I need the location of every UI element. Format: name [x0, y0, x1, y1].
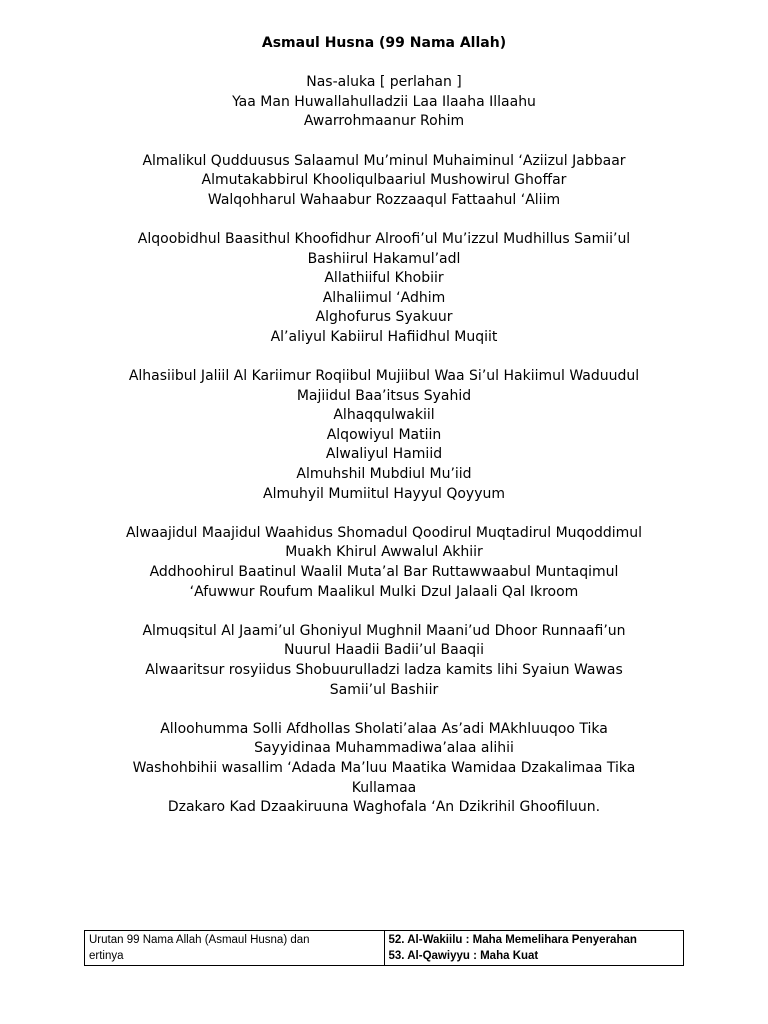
table-cell-right — [384, 931, 684, 966]
paragraph — [60, 367, 708, 504]
paragraph — [60, 524, 708, 602]
paragraph — [60, 73, 708, 132]
text-line: Alhaliimul ‘Adhim — [322, 289, 446, 306]
text-line: Almuhyil Mumiitul Hayyul Qoyyum — [263, 485, 505, 502]
paragraph — [60, 720, 708, 818]
text-line: Allathiiful Khobiir — [324, 270, 444, 287]
table-cell-line: ertinya — [89, 950, 124, 962]
text-line: Washohbihii wasallim ‘Adada Ma’luu Maatika Wamidaa Dzakalimaa Tika — [132, 759, 636, 776]
text-line: Nas-aluka [ perlahan ] — [306, 74, 462, 91]
paragraph — [60, 622, 708, 700]
text-line: Alhaqqulwakiil — [333, 407, 435, 424]
text-line: Yaa Man Huwallahulladzii Laa Ilaaha Illaahu — [232, 93, 536, 110]
text-line: Nuurul Haadii Badii’ul Baaqii — [284, 642, 484, 659]
text-line: Alqoobidhul Baasithul Khoofidhur Alroofi’ul Mu’izzul Mudhillus Samii’ul — [137, 230, 631, 247]
spacer — [60, 504, 708, 524]
text-line: Almuqsitul Al Jaami’ul Ghoniyul Mughnil Maani’ud Dhoor Runnaafi’un — [142, 622, 626, 639]
text-line: Sayyidinaa Muhammadiwa’alaa alihii — [254, 740, 514, 757]
text-line: Walqohharul Wahaabur Rozzaaqul Fattaahul ‘Aliim — [207, 191, 561, 208]
text-line: Majiidul Baa’itsus Syahid — [296, 387, 472, 404]
paragraph — [60, 230, 708, 348]
table-cell-line: 52. Al-Wakiilu : Maha Memelihara Penyerahan — [388, 934, 637, 946]
text-line: Almuhshil Mubdiul Mu’iid — [296, 466, 472, 483]
spacer — [60, 602, 708, 622]
text-line: Almutakabbirul Khooliqulbaariul Mushowirul Ghoffar — [201, 172, 567, 189]
text-line: ‘Afuwwur Roufum Maalikul Mulki Dzul Jalaali Qal Ikroom — [189, 583, 579, 600]
table-cell-left — [85, 931, 385, 966]
text-line: Al’aliyul Kabiirul Hafiidhul Muqiit — [270, 328, 498, 345]
text-line: Alwaliyul Hamiid — [325, 446, 443, 463]
text-line: Addhoohirul Baatinul Waalil Muta’al Bar Ruttawwaabul Muntaqimul — [149, 564, 619, 581]
paragraph — [60, 152, 708, 211]
document-title: Asmaul Husna (99 Nama Allah) — [261, 35, 507, 51]
text-line: Almalikul Qudduusus Salaamul Mu’minul Muhaiminul ‘Aziizul Jabbaar — [142, 152, 626, 169]
text-line: Alwaajidul Maajidul Waahidus Shomadul Qoodirul Muqtadirul Muqoddimul — [125, 524, 643, 541]
text-line: Awarrohmaanur Rohim — [303, 113, 465, 130]
text-line: Alghofurus Syakuur — [315, 309, 453, 326]
text-line: Samii’ul Bashiir — [329, 681, 439, 698]
text-line: Alwaaritsur rosyiidus Shobuurulladzi ladza kamits lihi Syaiun Wawas — [145, 662, 623, 678]
table-cell-line: Urutan 99 Nama Allah (Asmaul Husna) dan — [89, 934, 310, 946]
spacer — [60, 348, 708, 368]
text-line: Bashiirul Hakamul’adl — [307, 250, 461, 267]
text-line: Kullamaa — [351, 779, 417, 796]
footer-table — [84, 930, 684, 966]
spacer — [60, 54, 708, 74]
text-line: Dzakaro Kad Dzaakiruuna Waghofala ‘An Dzikrihil Ghoofiluun. — [167, 799, 601, 816]
document-body — [60, 34, 708, 818]
table-cell-line: 53. Al-Qawiyyu : Maha Kuat — [388, 950, 539, 962]
text-line: Alloohumma Solli Afdhollas Sholati’alaa As’adi MAkhluuqoo Tika — [160, 720, 608, 737]
spacer — [60, 210, 708, 230]
table-row — [85, 931, 684, 966]
spacer — [60, 132, 708, 152]
text-line: Alqowiyul Matiin — [326, 426, 442, 443]
text-line: Muakh Khirul Awwalul Akhiir — [285, 544, 483, 561]
paragraph-list — [60, 73, 708, 818]
text-line: Alhasiibul Jaliil Al Kariimur Roqiibul Mujiibul Waa Si’ul Hakiimul Waduudul — [128, 368, 640, 385]
spacer — [60, 700, 708, 720]
